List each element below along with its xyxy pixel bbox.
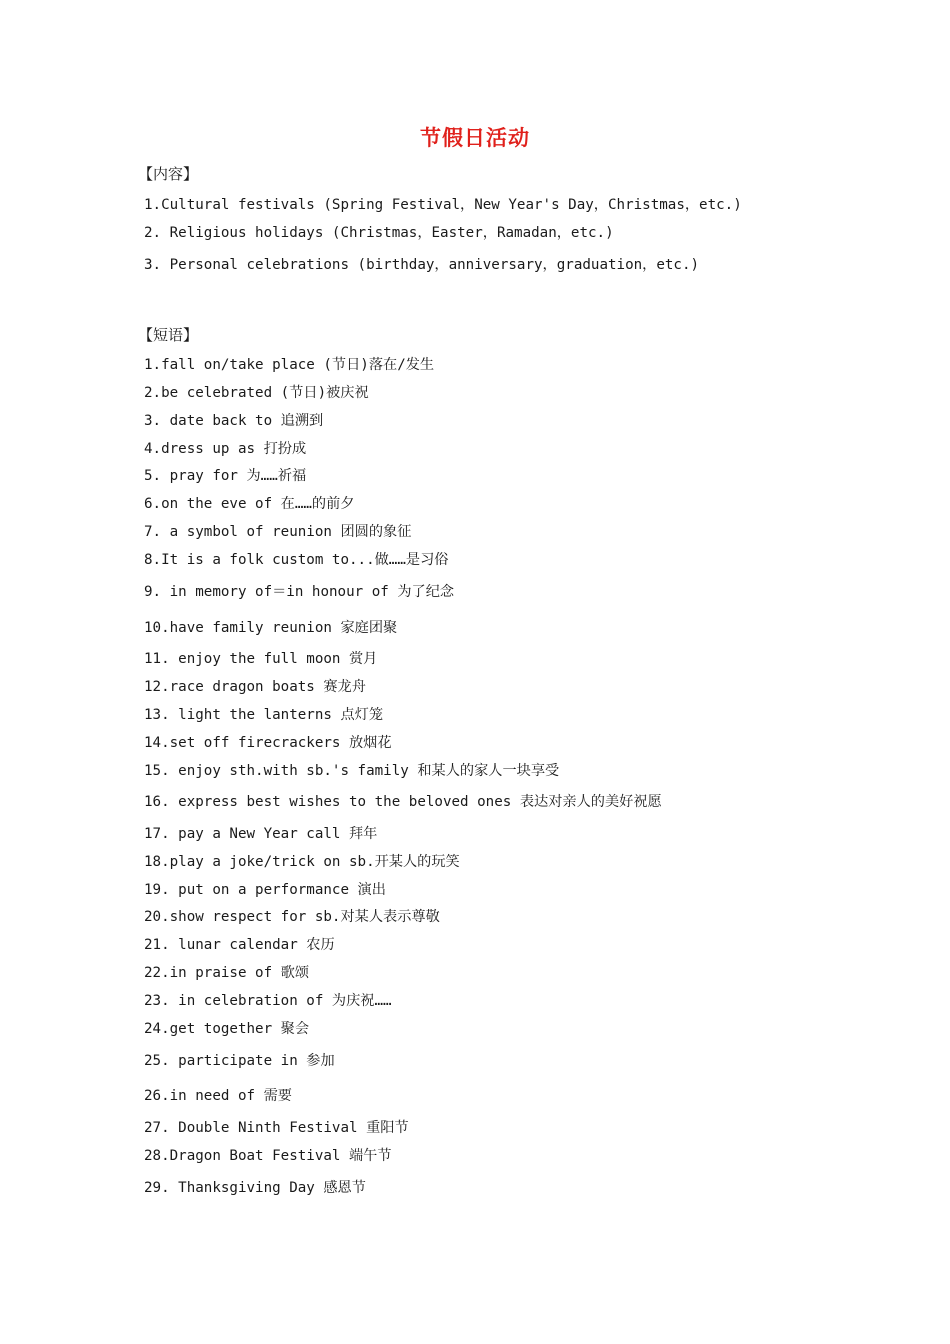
phrase-item: 3. date back to 追溯到 bbox=[144, 413, 324, 429]
phrases-section-label: 【短语】 bbox=[138, 326, 199, 344]
phrase-item: 19. put on a performance 演出 bbox=[144, 882, 386, 898]
phrase-item: 29. Thanksgiving Day 感恩节 bbox=[144, 1180, 366, 1196]
phrase-item: 11. enjoy the full moon 赏月 bbox=[144, 651, 378, 667]
phrase-item: 26.in need of 需要 bbox=[144, 1088, 292, 1104]
phrase-item: 15. enjoy sth.with sb.'s family 和某人的家人一块享受 bbox=[144, 763, 560, 779]
page-title: 节假日活动 bbox=[420, 126, 530, 150]
phrase-item: 14.set off firecrackers 放烟花 bbox=[144, 735, 392, 751]
phrase-item: 2.be celebrated (节日)被庆祝 bbox=[144, 385, 369, 401]
phrase-item: 20.show respect for sb.对某人表示尊敬 bbox=[144, 909, 440, 925]
phrase-item: 4.dress up as 打扮成 bbox=[144, 441, 307, 457]
phrase-item: 8.It is a folk custom to...做……是习俗 bbox=[144, 552, 449, 568]
phrase-item: 12.race dragon boats 赛龙舟 bbox=[144, 679, 366, 695]
content-section-label: 【内容】 bbox=[138, 165, 199, 183]
content-item: 2. Religious holidays (Christmas，Easter，Ramadan，etc.) bbox=[144, 225, 614, 241]
phrase-item: 22.in praise of 歌颂 bbox=[144, 965, 310, 981]
phrase-item: 27. Double Ninth Festival 重阳节 bbox=[144, 1120, 409, 1136]
phrase-item: 9. in memory of＝in honour of 为了纪念 bbox=[144, 584, 455, 600]
phrase-item: 25. participate in 参加 bbox=[144, 1053, 335, 1069]
content-item: 3. Personal celebrations (birthday，anniversary，graduation，etc.) bbox=[144, 257, 700, 273]
content-item: 1.Cultural festivals (Spring Festival，New Year's Day，Christmas，etc.) bbox=[144, 197, 742, 213]
phrase-item: 1.fall on/take place (节日)落在/发生 bbox=[144, 357, 435, 373]
phrase-item: 28.Dragon Boat Festival 端午节 bbox=[144, 1148, 392, 1164]
phrase-item: 21. lunar calendar 农历 bbox=[144, 937, 335, 953]
phrase-item: 10.have family reunion 家庭团聚 bbox=[144, 620, 398, 636]
phrase-item: 5. pray for 为……祈福 bbox=[144, 468, 307, 484]
phrase-item: 7. a symbol of reunion 团圆的象征 bbox=[144, 524, 412, 540]
phrase-item: 17. pay a New Year call 拜年 bbox=[144, 826, 378, 842]
phrase-item: 6.on the eve of 在……的前夕 bbox=[144, 496, 355, 512]
phrase-item: 18.play a joke/trick on sb.开某人的玩笑 bbox=[144, 854, 460, 870]
phrase-item: 23. in celebration of 为庆祝…… bbox=[144, 993, 392, 1009]
phrase-item: 16. express best wishes to the beloved ones 表达对亲人的美好祝愿 bbox=[144, 794, 662, 810]
phrase-item: 13. light the lanterns 点灯笼 bbox=[144, 707, 384, 723]
phrase-item: 24.get together 聚会 bbox=[144, 1021, 310, 1037]
